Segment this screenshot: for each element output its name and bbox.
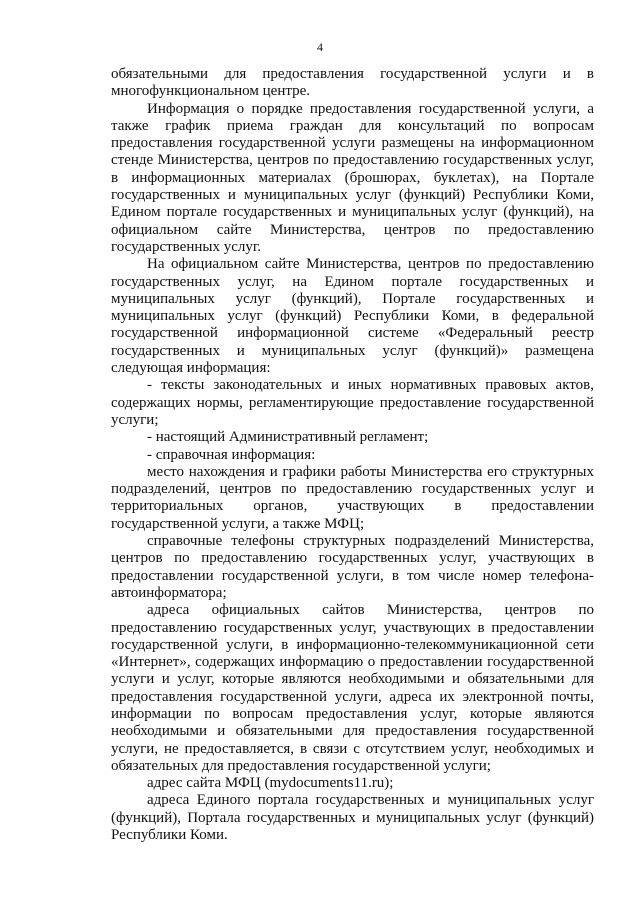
paragraph: адреса Единого портала государственных и муниципальных услуг (функций), Портала государственных и муниципальных услуг (функций) Республики Коми. bbox=[111, 792, 594, 844]
paragraph: - справочная информация: bbox=[147, 446, 316, 463]
paragraph: - настоящий Административный регламент; bbox=[147, 429, 429, 446]
paragraph: адрес сайта МФЦ (mydocuments11.ru); bbox=[147, 775, 394, 792]
document-body bbox=[111, 66, 594, 844]
paragraph: - тексты законодательных и иных нормативных правовых актов, содержащих нормы, регламентирующие предоставление государственной услуги; bbox=[111, 377, 594, 428]
paragraph: Информация о порядке предоставления государственной услуги, а также график приема граждан для консультаций по вопросам предоставления государственной услуги размещены на информационном стенде Министерства, центров по предоставлению государственных услуг, в информационных материалах (брошюрах, буклетах), на Портале государственных и муниципальных услуг (функций) Республики Коми, Едином портале государственных и муниципальных услуг (функций), на официальном сайте Министерства, центров по предоставлению государственных услуг. bbox=[111, 100, 594, 255]
paragraph: обязательными для предоставления государственной услуги и в многофункциональном центре. bbox=[111, 66, 594, 100]
paragraph: справочные телефоны структурных подразделений Министерства, центров по предоставлению государственных услуг, участвующих в предоставлении государственной услуги, в том числе номер телефона-автоинформатора; bbox=[111, 533, 594, 601]
paragraph: место нахождения и графики работы Министерства его структурных подразделений, центров по предоставлению государственных услуг и территориальных органов, участвующих в предоставлении государственной услуги, а также МФЦ; bbox=[111, 463, 594, 532]
paragraph: На официальном сайте Министерства, центров по предоставлению государственных услуг, на Едином портале государственных и муниципальных услуг (функций), Портале государственных и муниципальных услуг (функций) Республики Коми, в федеральной государственной информационной системе «Федеральный реестр государственных и муниципальных услуг (функций)» размещена следующая информация: bbox=[111, 256, 594, 377]
paragraph: адреса официальных сайтов Министерства, центров по предоставлению государственных услуг, участвующих в предоставлении государственной услуги, в информационно-телекоммуникационной сети «Интернет», содержащих информацию о предоставлении государственной услуги и услуг, которые являются необходимыми и обязательными для предоставления государственной услуги, адреса их электронной почты, информации по вопросам предоставления услуг, которые являются необходимыми и обязательными для предоставления государственной услуги, не предоставляется, в связи с отсутствием услуг, необходимых и обязательных для предоставления государственной услуги; bbox=[111, 602, 594, 774]
page-number: 4 bbox=[317, 40, 323, 54]
